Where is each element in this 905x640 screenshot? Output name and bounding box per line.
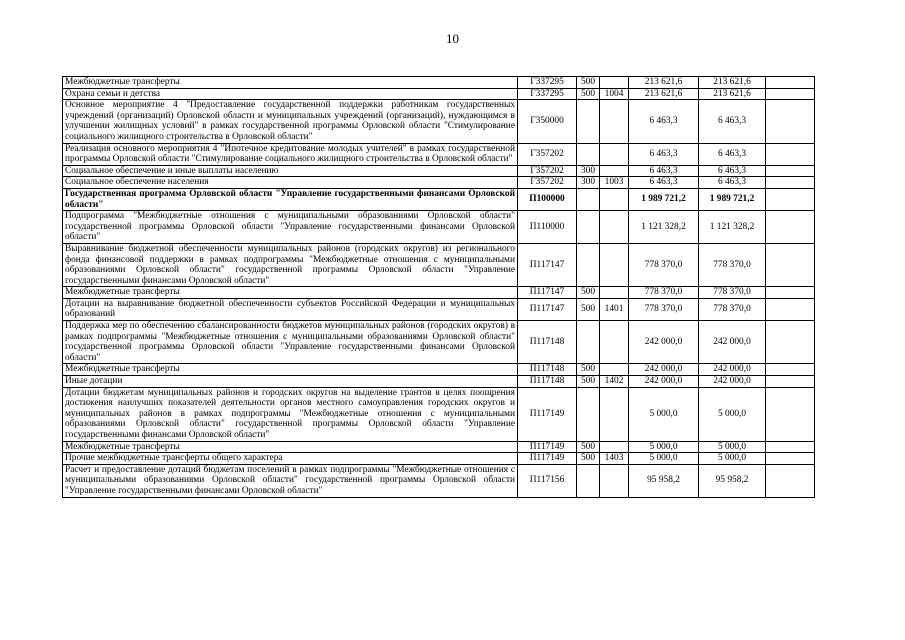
table-row xyxy=(63,387,815,441)
expense-type xyxy=(577,143,600,165)
budget-table xyxy=(62,76,815,498)
amount-3 xyxy=(766,464,815,497)
row-name: Межбюджетные трансферты xyxy=(63,77,518,89)
section-code xyxy=(600,211,629,244)
table-row xyxy=(63,287,815,299)
expense-type: 500 xyxy=(577,441,600,453)
target-code: П117148 xyxy=(518,364,577,376)
target-code: П117149 xyxy=(518,387,577,441)
amount-3 xyxy=(766,364,815,376)
table-row xyxy=(63,243,815,286)
section-code: 1401 xyxy=(600,298,629,320)
amount-2: 6 463,3 xyxy=(699,143,766,165)
amount-3 xyxy=(766,453,815,465)
expense-type: 500 xyxy=(577,364,600,376)
amount-1: 6 463,3 xyxy=(629,143,699,165)
target-code: П110000 xyxy=(518,211,577,244)
row-name: Межбюджетные трансферты xyxy=(63,364,518,376)
table-row xyxy=(63,177,815,189)
amount-2: 1 989 721,2 xyxy=(699,188,766,210)
target-code: П117148 xyxy=(518,321,577,364)
row-name: Межбюджетные трансферты xyxy=(63,441,518,453)
amount-1: 242 000,0 xyxy=(629,321,699,364)
row-name: Выравнивание бюджетной обеспеченности муниципальных районов (городских округов) из регионального фонда финансовой поддержки в рамках подпрограммы "Межбюджетные отношения с муниципальными образованиями Орловской области" государственной программы Орловской области "Управление государственными финансами Орловской области" xyxy=(63,243,518,286)
amount-2: 5 000,0 xyxy=(699,387,766,441)
amount-1: 5 000,0 xyxy=(629,387,699,441)
amount-1: 242 000,0 xyxy=(629,376,699,388)
section-code: 1004 xyxy=(600,88,629,100)
amount-2: 95 958,2 xyxy=(699,464,766,497)
amount-2: 242 000,0 xyxy=(699,321,766,364)
table-row xyxy=(63,321,815,364)
expense-type: 500 xyxy=(577,376,600,388)
amount-3 xyxy=(766,143,815,165)
section-code: 1403 xyxy=(600,453,629,465)
amount-1: 213 621,6 xyxy=(629,88,699,100)
amount-2: 242 000,0 xyxy=(699,364,766,376)
amount-1: 6 463,3 xyxy=(629,177,699,189)
section-code xyxy=(600,243,629,286)
table-row xyxy=(63,100,815,143)
row-name: Иные дотации xyxy=(63,376,518,388)
table-row xyxy=(63,464,815,497)
section-code xyxy=(600,441,629,453)
expense-type xyxy=(577,464,600,497)
expense-type xyxy=(577,321,600,364)
amount-1: 95 958,2 xyxy=(629,464,699,497)
row-name: Дотации на выравнивание бюджетной обеспеченности субъектов Российской Федерации и муниципальных образований xyxy=(63,298,518,320)
target-code: Г357202 xyxy=(518,177,577,189)
section-code: 1003 xyxy=(600,177,629,189)
amount-2: 213 621,6 xyxy=(699,88,766,100)
row-name: Расчет и предоставление дотаций бюджетам поселений в рамках подпрограммы "Межбюджетные отношения с муниципальными образованиями Орловской области" государственной программы Орловской области "Управление государственными финансами Орловской области" xyxy=(63,464,518,497)
row-name: Поддержка мер по обеспечению сбалансированности бюджетов муниципальных районов (городских округов) в рамках подпрограммы "Межбюджетные отношения с муниципальными образованиями Орловской области" государственной программы Орловской области "Управление государственными финансами Орловской области" xyxy=(63,321,518,364)
amount-2: 6 463,3 xyxy=(699,165,766,177)
amount-3 xyxy=(766,287,815,299)
amount-3 xyxy=(766,243,815,286)
amount-3 xyxy=(766,387,815,441)
target-code: Г337295 xyxy=(518,88,577,100)
target-code: П117147 xyxy=(518,298,577,320)
table-row xyxy=(63,88,815,100)
amount-2: 5 000,0 xyxy=(699,453,766,465)
row-name: Дотации бюджетам муниципальных районов и городских округов на выделение грантов в целях поощрения достижения наилучших показателей деятельности органов местного самоуправления городских округов и муниципальных районов в рамках подпрограммы "Межбюджетные отношения с муниципальными образованиями Орловской области" государственной программы Орловской области "Управление государственными финансами Орловской области" xyxy=(63,387,518,441)
target-code: П117149 xyxy=(518,441,577,453)
table-row xyxy=(63,376,815,388)
amount-3 xyxy=(766,177,815,189)
page-number: 10 xyxy=(446,31,459,46)
section-code xyxy=(600,143,629,165)
amount-3 xyxy=(766,441,815,453)
table-row xyxy=(63,441,815,453)
section-code xyxy=(600,321,629,364)
target-code: П117147 xyxy=(518,287,577,299)
row-name: Государственная программа Орловской области "Управление государственными финансами Орловской области" xyxy=(63,188,518,210)
amount-2: 778 370,0 xyxy=(699,243,766,286)
expense-type xyxy=(577,188,600,210)
expense-type: 500 xyxy=(577,287,600,299)
amount-1: 5 000,0 xyxy=(629,453,699,465)
amount-3 xyxy=(766,165,815,177)
section-code: 1402 xyxy=(600,376,629,388)
amount-1: 5 000,0 xyxy=(629,441,699,453)
target-code: П100000 xyxy=(518,188,577,210)
target-code: Г337295 xyxy=(518,77,577,89)
expense-type: 500 xyxy=(577,453,600,465)
section-code xyxy=(600,77,629,89)
amount-1: 242 000,0 xyxy=(629,364,699,376)
amount-3 xyxy=(766,188,815,210)
section-code xyxy=(600,287,629,299)
amount-3 xyxy=(766,321,815,364)
target-code: Г357202 xyxy=(518,143,577,165)
target-code: П117149 xyxy=(518,453,577,465)
amount-2: 1 121 328,2 xyxy=(699,211,766,244)
table-body xyxy=(63,77,815,498)
expense-type: 500 xyxy=(577,88,600,100)
amount-1: 213 621,6 xyxy=(629,77,699,89)
target-code: П117148 xyxy=(518,376,577,388)
target-code: П117147 xyxy=(518,243,577,286)
amount-3 xyxy=(766,88,815,100)
expense-type: 300 xyxy=(577,165,600,177)
amount-2: 5 000,0 xyxy=(699,441,766,453)
section-code xyxy=(600,165,629,177)
amount-3 xyxy=(766,298,815,320)
row-name: Социальное обеспечение населения xyxy=(63,177,518,189)
expense-type: 500 xyxy=(577,298,600,320)
amount-2: 778 370,0 xyxy=(699,287,766,299)
section-code xyxy=(600,188,629,210)
row-name: Подпрограмма "Межбюджетные отношения с муниципальными образованиями Орловской области" государственной программы Орловской области "Управление государственными финансами Орловской области" xyxy=(63,211,518,244)
expense-type: 500 xyxy=(577,77,600,89)
expense-type xyxy=(577,211,600,244)
amount-1: 778 370,0 xyxy=(629,243,699,286)
row-name: Прочие межбюджетные трансферты общего характера xyxy=(63,453,518,465)
table-row xyxy=(63,143,815,165)
amount-3 xyxy=(766,376,815,388)
row-name: Основное мероприятие 4 "Предоставление государственной поддержки работникам государственных учреждений (организаций) Орловской области и муниципальных учреждений (организаций), нуждающимся в улучшении жилищных условий" в рамках государственной программы Орловской области "Стимулирование социального жилищного строительства в Орловской области" xyxy=(63,100,518,143)
amount-1: 6 463,3 xyxy=(629,165,699,177)
row-name: Межбюджетные трансферты xyxy=(63,287,518,299)
amount-1: 6 463,3 xyxy=(629,100,699,143)
amount-3 xyxy=(766,77,815,89)
expense-type xyxy=(577,243,600,286)
amount-2: 242 000,0 xyxy=(699,376,766,388)
amount-1: 778 370,0 xyxy=(629,287,699,299)
table-row xyxy=(63,77,815,89)
expense-type xyxy=(577,100,600,143)
amount-3 xyxy=(766,100,815,143)
amount-1: 778 370,0 xyxy=(629,298,699,320)
table-row xyxy=(63,165,815,177)
row-name: Социальное обеспечение и иные выплаты населению xyxy=(63,165,518,177)
target-code: Г350000 xyxy=(518,100,577,143)
table-row xyxy=(63,211,815,244)
row-name: Реализация основного мероприятия 4 "Ипотечное кредитование молодых учителей" в рамках государственной программы Орловской области "Стимулирование социального жилищного строительства в Орловской области" xyxy=(63,143,518,165)
amount-2: 6 463,3 xyxy=(699,177,766,189)
table-row xyxy=(63,364,815,376)
amount-2: 6 463,3 xyxy=(699,100,766,143)
target-code: П117156 xyxy=(518,464,577,497)
amount-2: 778 370,0 xyxy=(699,298,766,320)
expense-type xyxy=(577,387,600,441)
section-code xyxy=(600,464,629,497)
table-row xyxy=(63,188,815,210)
amount-1: 1 121 328,2 xyxy=(629,211,699,244)
amount-2: 213 621,6 xyxy=(699,77,766,89)
section-code xyxy=(600,387,629,441)
section-code xyxy=(600,100,629,143)
expense-type: 300 xyxy=(577,177,600,189)
row-name: Охрана семьи и детства xyxy=(63,88,518,100)
amount-3 xyxy=(766,211,815,244)
table-row xyxy=(63,298,815,320)
section-code xyxy=(600,364,629,376)
amount-1: 1 989 721,2 xyxy=(629,188,699,210)
target-code: Г357202 xyxy=(518,165,577,177)
table-row xyxy=(63,453,815,465)
